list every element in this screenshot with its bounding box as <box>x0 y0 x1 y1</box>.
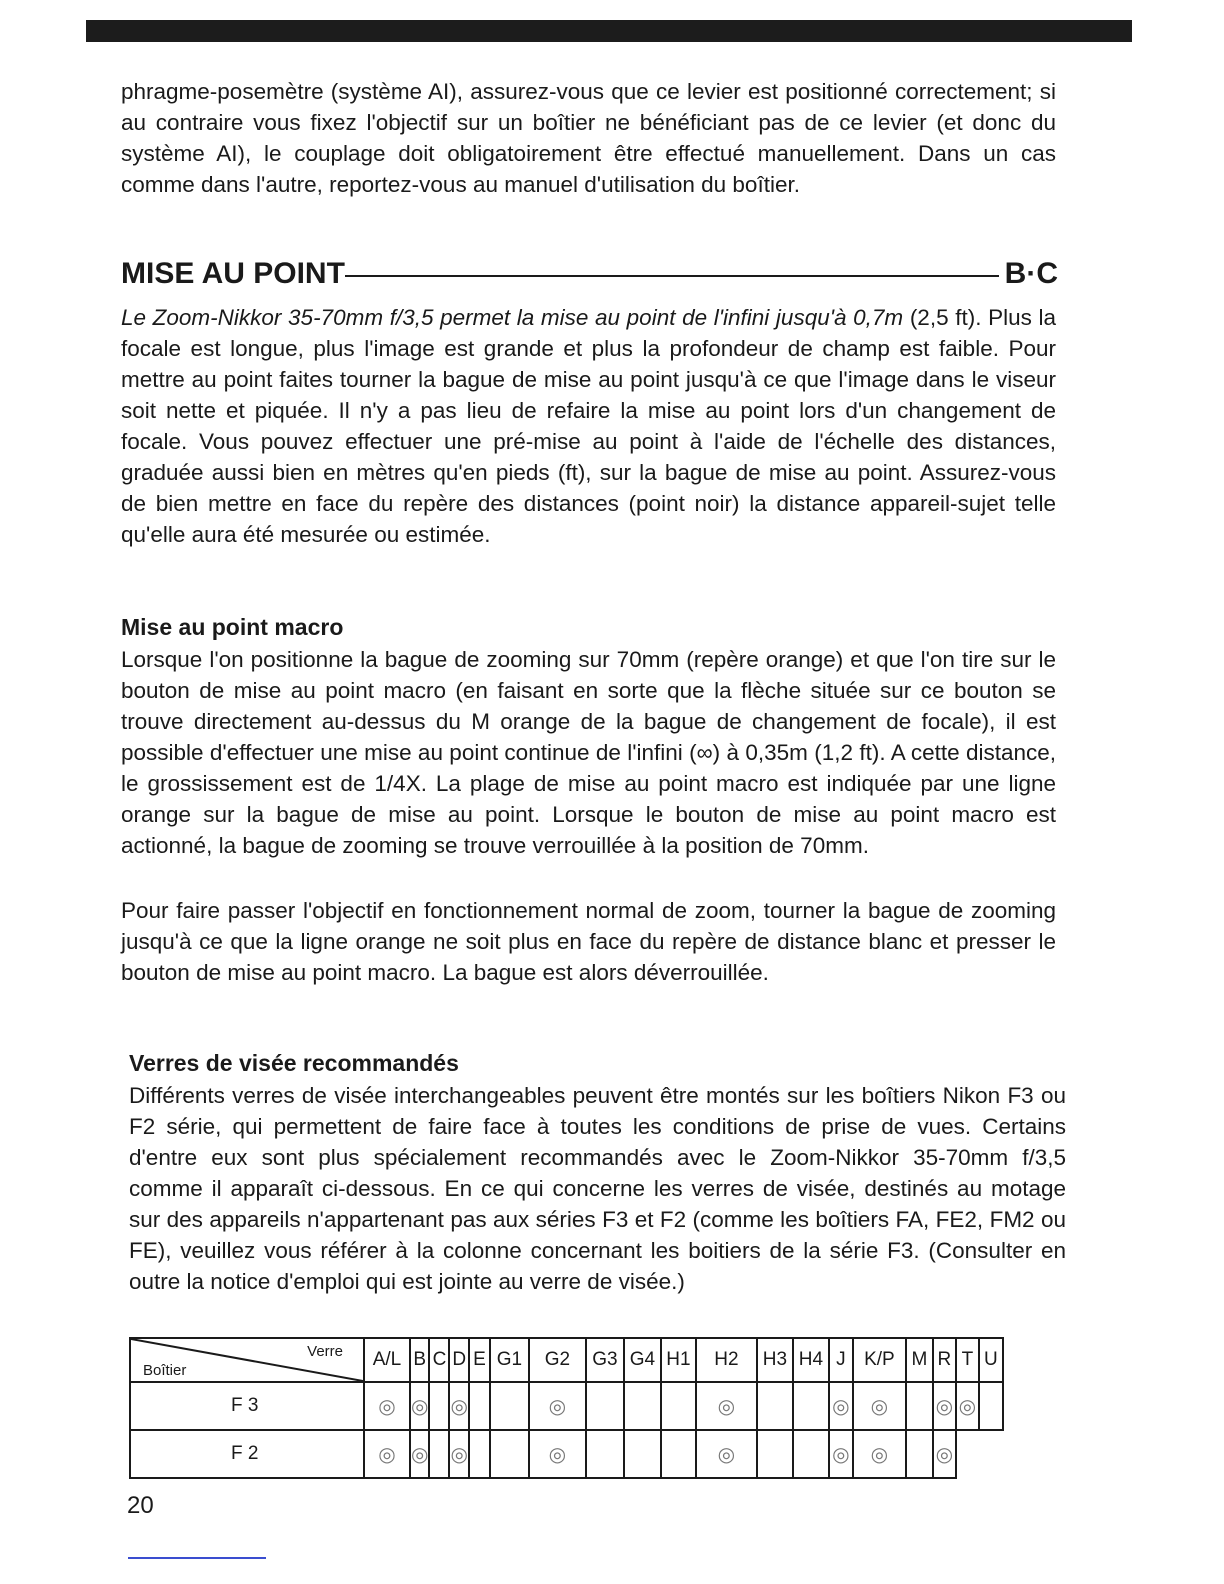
table-cell <box>429 1430 449 1478</box>
table-cell <box>364 1430 410 1478</box>
section-title: MISE AU POINT <box>121 257 345 290</box>
table-cell <box>429 1382 449 1430</box>
column-header: A/L <box>364 1338 410 1382</box>
section-heading <box>121 254 1058 294</box>
column-header: G1 <box>490 1338 529 1382</box>
macro-paragraph-2: Pour faire passer l'objectif en fonctionnement normal de zoom, tourner la bague de zooming jusqu'à ce que la ligne orange ne soit plus en face du repère de distance blanc et presser le bouton de mise au point macro. La bague est alors déverrouillée. <box>121 898 1056 985</box>
column-header: H1 <box>661 1338 696 1382</box>
recommended-mark-icon: ◎ <box>548 1443 567 1466</box>
table-cell <box>829 1430 853 1478</box>
column-header: M <box>906 1338 933 1382</box>
recommended-mark-icon: ◎ <box>450 1395 468 1418</box>
table-corner-header <box>130 1338 364 1382</box>
table-cell <box>933 1430 956 1478</box>
table-cell <box>624 1430 661 1478</box>
screens-paragraph: Différents verres de visée interchangeables peuvent être montés sur les boîtiers Nikon F3 ou F2 série, qui permettent de faire face à toutes les conditions de prise de vues. Certains d'entre eux sont plus spécialement recommandés avec le Zoom-Nikkor 35-70mm f/3,5 comme il apparaît ci-dessous. En ce qui concerne les verres de visée, destinés au motage sur des appareils n'appartenant pas aux séries F3 et F2 (comme les boîtiers FA, FE2, FM2 ou FE), veuillez vous référer à la colonne concernant les boitiers de la série F3. (Consulter en outre la notice d'emploi qui est jointe au verre de visée.) <box>129 1083 1066 1294</box>
table-cell <box>529 1382 586 1430</box>
column-header: D <box>449 1338 468 1382</box>
column-header: K/P <box>853 1338 906 1382</box>
focus-rest: (2,5 ft). Plus la focale est longue, plus l'image est grande et plus la profondeur de champ est faible. Pour mettre au point faites tourner la bague de mise au point jusqu'à ce que l'image dans le viseur soit nette et piquée. Il n'y a pas lieu de refaire la mise au point lors d'un changement de focale. Vous pouvez effectuer une pré-mise au point à l'aide de l'échelle des distances, graduée aussi bien en mètres qu'en pieds (ft), sur la bague de mise au point. Assurez-vous de bien mettre en face du repère des distances (point noir) la distance appareil-sujet telle qu'elle aura été mesurée ou estimée. <box>121 305 1056 547</box>
intro-paragraph: phragme-posemètre (système AI), assurez-vous que ce levier est positionné correctement; si au contraire vous fixez l'objectif sur un boîtier ne bénéficiant pas de ce levier (et donc du système AI), le couplage doit obligatoirement être effectué manuellement. Dans un cas comme dans l'autre, reportez-vous au manuel d'utilisation du boîtier. <box>121 79 1056 197</box>
page-number: 20 <box>127 1492 154 1519</box>
table-cell <box>449 1382 468 1430</box>
table-row <box>130 1430 1003 1478</box>
column-header: R <box>933 1338 956 1382</box>
recommended-mark-icon: ◎ <box>832 1443 850 1466</box>
recommended-mark-icon: ◎ <box>870 1443 889 1466</box>
table-cell <box>469 1430 490 1478</box>
table-cell <box>853 1382 906 1430</box>
focus-lead: Le Zoom-Nikkor 35-70mm f/3,5 permet la mise au point de l'infini jusqu'à 0,7m <box>121 305 904 330</box>
table-cell <box>933 1382 956 1430</box>
table-cell <box>829 1382 853 1430</box>
column-header: H2 <box>696 1338 757 1382</box>
table-cell <box>529 1430 586 1478</box>
footer-rule <box>128 1557 266 1559</box>
table-cell <box>956 1430 979 1478</box>
table-cell <box>410 1382 429 1430</box>
column-header: G4 <box>624 1338 661 1382</box>
table-cell <box>490 1430 529 1478</box>
table-row <box>130 1382 1003 1430</box>
macro-heading: Mise au point macro <box>121 614 344 640</box>
table-cell <box>410 1430 429 1478</box>
table-cell <box>979 1382 1003 1430</box>
focus-paragraph <box>121 302 1056 550</box>
table-cell <box>793 1430 829 1478</box>
macro-paragraph-1: Lorsque l'on positionne la bague de zooming sur 70mm (repère orange) et que l'on tire sur le bouton de mise au point macro (en faisant en sorte que la flèche située sur ce bouton se trouve directement au-dessus du M orange de la bague de changement de focale), il est possible d'effectuer une mise au point continue de l'infini (∞) à 0,35m (1,2 ft). A cette distance, le grossissement est de 1/4X. La plage de mise au point macro est indiquée par une ligne orange sur la bague de mise au point. Lorsque le bouton de mise au point macro est actionné, la bague de zooming se trouve verrouillée à la position de 70mm. <box>121 647 1056 858</box>
table-cell <box>793 1382 829 1430</box>
screens-heading: Verres de visée recommandés <box>129 1050 459 1076</box>
table-cell <box>757 1430 793 1478</box>
column-header: G3 <box>586 1338 624 1382</box>
corner-boitier-label: Boîtier <box>143 1362 187 1379</box>
table-cell <box>906 1382 933 1430</box>
column-header: G2 <box>529 1338 586 1382</box>
table-cell <box>661 1430 696 1478</box>
recommended-mark-icon: ◎ <box>411 1395 429 1418</box>
table-cell <box>979 1430 1003 1478</box>
recommended-mark-icon: ◎ <box>870 1395 889 1418</box>
table-cell <box>469 1382 490 1430</box>
table-cell <box>696 1382 757 1430</box>
column-header: E <box>469 1338 490 1382</box>
column-header: T <box>956 1338 979 1382</box>
section-tag: B·C <box>1004 257 1058 290</box>
table-cell <box>853 1430 906 1478</box>
table-cell <box>586 1430 624 1478</box>
top-border-bar <box>86 20 1132 42</box>
row-label: F 3 <box>130 1382 364 1430</box>
screens-table <box>129 1337 1004 1479</box>
table-cell <box>449 1430 468 1478</box>
table-cell <box>696 1430 757 1478</box>
recommended-mark-icon: ◎ <box>832 1395 850 1418</box>
recommended-mark-icon: ◎ <box>717 1395 736 1418</box>
table-cell <box>956 1382 979 1430</box>
table-cell <box>364 1382 410 1430</box>
column-header: H4 <box>793 1338 829 1382</box>
column-header: B <box>410 1338 429 1382</box>
table-cell <box>906 1430 933 1478</box>
column-header: C <box>429 1338 449 1382</box>
recommended-mark-icon: ◎ <box>378 1443 396 1466</box>
row-label: F 2 <box>130 1430 364 1478</box>
column-header: U <box>979 1338 1003 1382</box>
recommended-mark-icon: ◎ <box>935 1395 954 1418</box>
table-cell <box>586 1382 624 1430</box>
recommended-mark-icon: ◎ <box>450 1443 468 1466</box>
heading-rule <box>345 275 999 277</box>
table-cell <box>624 1382 661 1430</box>
table-cell <box>661 1382 696 1430</box>
recommended-mark-icon: ◎ <box>411 1443 429 1466</box>
corner-verre-label: Verre <box>307 1343 343 1360</box>
recommended-mark-icon: ◎ <box>717 1443 736 1466</box>
table-cell <box>490 1382 529 1430</box>
recommended-mark-icon: ◎ <box>935 1443 954 1466</box>
recommended-mark-icon: ◎ <box>378 1395 396 1418</box>
column-header: J <box>829 1338 853 1382</box>
column-header: H3 <box>757 1338 793 1382</box>
recommended-mark-icon: ◎ <box>958 1395 977 1418</box>
table-cell <box>757 1382 793 1430</box>
recommended-mark-icon: ◎ <box>548 1395 567 1418</box>
